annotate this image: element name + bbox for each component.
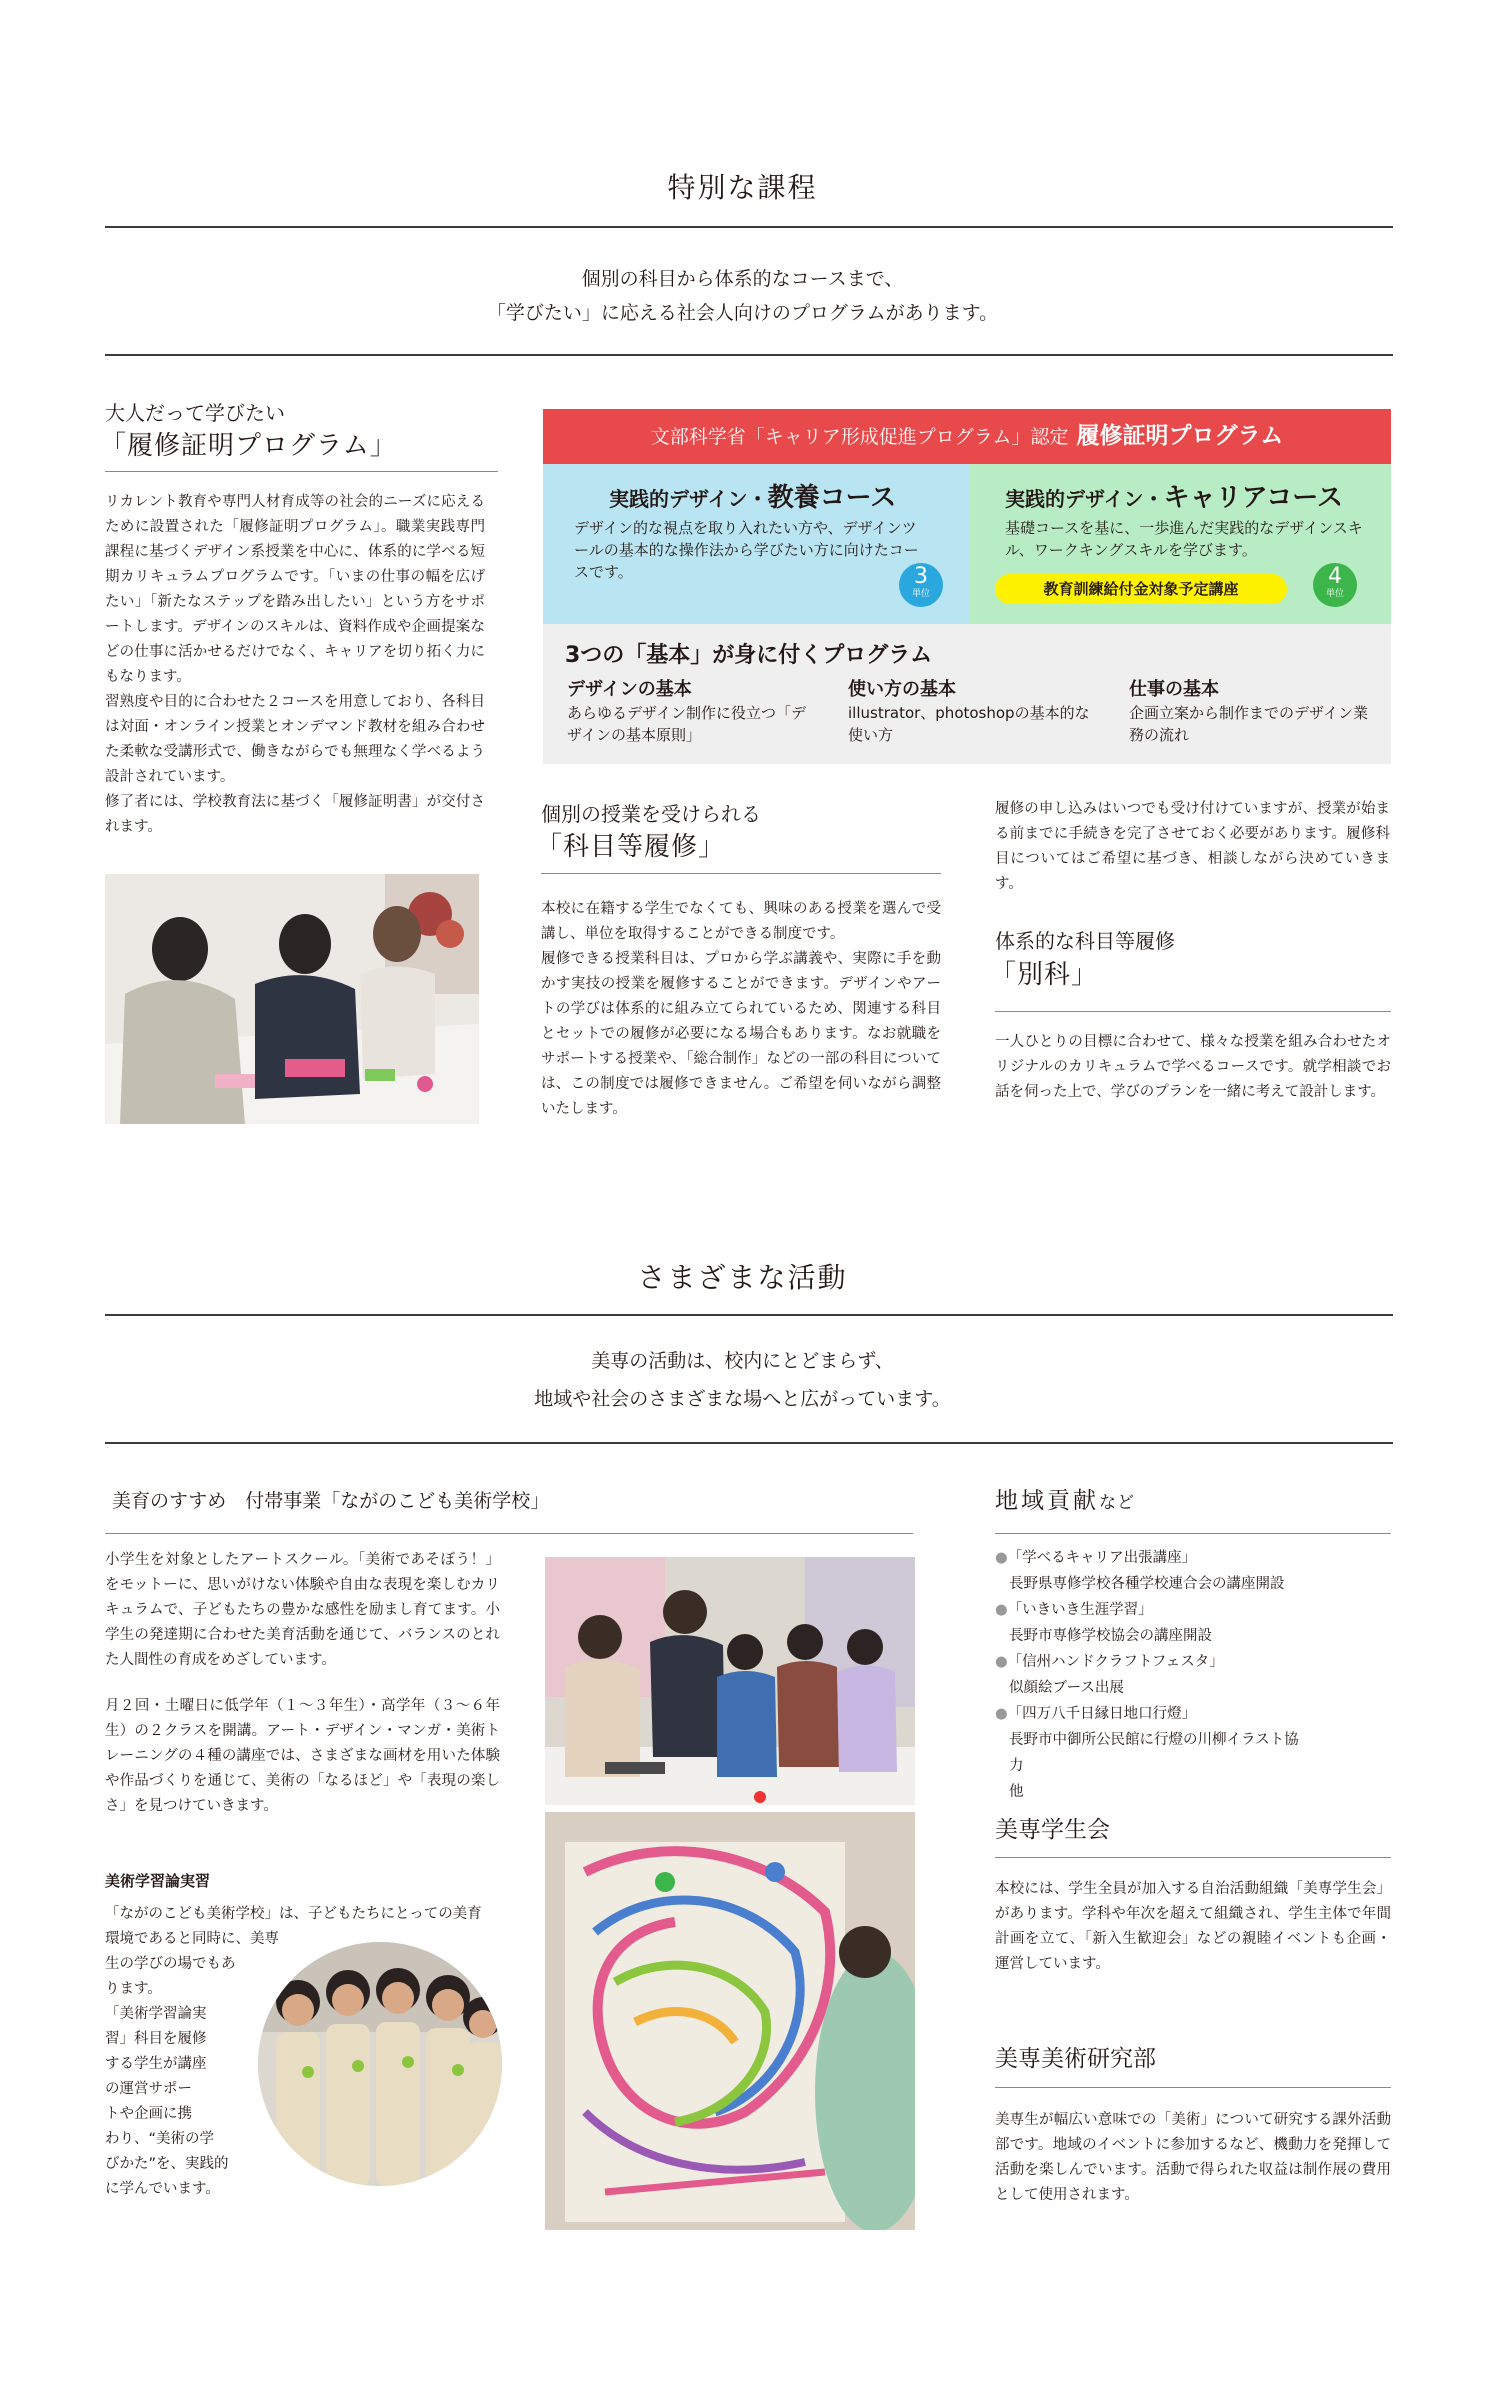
course-career-title	[1005, 477, 1343, 514]
practice-line: 生の学びの場でもあ	[105, 1956, 236, 1972]
course-kyoyo-desc: デザイン的な視点を取り入れたい方や、デザインツールの基本的な操作法から学びたい方に向けたコースです。	[574, 519, 919, 581]
unit-badge-career	[1313, 563, 1357, 607]
practice-line: ります。	[105, 1981, 162, 1997]
course-kyoyo-title	[609, 477, 896, 514]
kyufukin-badge: 教育訓練給付金対象予定講座	[995, 574, 1287, 604]
activities-lead-1: 美専の活動は、校内にとどまらず、	[591, 1350, 894, 1372]
cert-header-bold: 履修証明プログラム	[1076, 423, 1284, 449]
unit-count: 3	[914, 564, 928, 589]
chiiki-list	[995, 1545, 1391, 1805]
practice-line: トや企画に携	[105, 2106, 192, 2122]
cert-header-text: 文部科学省「キャリア形成促進プログラム」認定	[650, 426, 1069, 448]
kamoku-subtitle: 個別の授業を受けられる	[541, 802, 761, 826]
gakuseikai-title: 美専学生会	[995, 1817, 1110, 1843]
rireki-subtitle: 大人だって学びたい	[105, 401, 285, 425]
bekka-title: 「別科」	[990, 960, 1099, 990]
kodomo-body-2: 月２回・土曜日に低学年（１～３年生）・高学年（３～６年生）の２クラスを開講。アート・デザイン・マンガ・美術トレーニングの４種の講座では、さまざまな画材を用いた体験や作品づくりを通じて、美術の「なるほど」や「表現の楽しさ」を見つけていきます。	[105, 1698, 500, 1814]
basic-design-title: デザインの基本	[567, 679, 692, 700]
crayon-drawing-photo	[545, 1812, 915, 2230]
unit-label: 単位	[911, 589, 930, 599]
divider	[105, 354, 1393, 356]
divider	[105, 1533, 913, 1534]
item-other: 他	[1009, 1784, 1024, 1800]
practice-line: する学生が講座	[105, 2056, 207, 2072]
kenkyubu-body: 美専生が幅広い意味での「美術」について研究する課外活動部です。地域のイベントに参加するなど、機動力を発揮して活動を楽しんでいます。活動で得られた収益は制作展の費用として使用されます。	[995, 2112, 1391, 2203]
item-detail: 長野市専修学校協会の講座開設	[1009, 1628, 1212, 1644]
kodomo-body-1: 小学生を対象としたアートスクール。「美術であそぼう！」をモットーに、思いがけない体験や自由な表現を楽しむカリキュラムで、子どもたちの豊かな感性を励まし育てます。小学生の発達期に合わせた美育活動を通じて、バランスのとれた人間性の育成をめざしています。	[105, 1552, 500, 1668]
basic-usage-title: 使い方の基本	[848, 679, 956, 700]
item-detail: 長野市中御所公民館に行燈の川柳イラスト協力	[1009, 1732, 1299, 1774]
practice-line: の運営サポー	[105, 2081, 192, 2097]
kamoku-apply-note: 履修の申し込みはいつでも受け付けていますが、授業が始まる前までに手続きを完了させておく必要があります。履修科目についてはご希望に基づき、相談しながら決めていきます。	[995, 801, 1390, 892]
basic-work-title: 仕事の基本	[1129, 679, 1219, 700]
item-detail: 長野県専修学校各種学校連合会の講座開設	[1009, 1576, 1285, 1592]
basic-usage-desc: illustrator、photoshopの基本的な使い方	[848, 704, 1090, 744]
special-lead-1: 個別の科目から体系的なコースまで、	[581, 268, 904, 290]
basic-work-desc: 企画立案から制作までのデザイン業務の流れ	[1129, 704, 1368, 744]
students-circle-photo	[258, 1942, 502, 2186]
practice-line: 環境であると同時に、美専	[105, 1931, 279, 1947]
cert-header	[543, 409, 1391, 464]
divider	[541, 873, 941, 874]
divider	[995, 1857, 1391, 1858]
workshop-photo	[105, 874, 479, 1124]
item-detail: 似顔絵ブース出展	[1009, 1680, 1124, 1696]
gakuseikai-body: 本校には、学生全員が加入する自治活動組織「美専学生会」があります。学科や年次を超えて組織され、学生主体で年間計画を立て、「新入生歓迎会」などの親睦イベントも企画・運営しています。	[995, 1881, 1391, 1972]
item-name: 「学べるキャリア出張講座」	[1007, 1550, 1197, 1566]
course-career-desc: 基礎コースを基に、一歩進んだ実践的なデザインスキル、ワークキングスキルを学びます。	[1005, 519, 1363, 559]
list-item: ●「信州ハンドクラフトフェスタ」	[995, 1654, 1224, 1670]
divider	[995, 1533, 1391, 1534]
list-item: ●「いきいき生涯学習」	[995, 1602, 1153, 1618]
chiiki-title-suffix: など	[1099, 1493, 1135, 1513]
practice-line: わり、“美術の学	[105, 2131, 215, 2147]
divider	[105, 226, 1393, 228]
list-item: ●「四万八千日縁日地口行燈」	[995, 1706, 1197, 1722]
kodomo-title: 美育のすすめ 付帯事業「ながのこども美術学校」	[112, 1490, 550, 1512]
divider	[105, 471, 498, 472]
kenkyubu-title: 美専美術研究部	[995, 2046, 1156, 2072]
unit-count: 4	[1328, 564, 1342, 589]
divider	[995, 2087, 1391, 2088]
activities-title: さまざまな活動	[637, 1261, 848, 1294]
bekka-subtitle: 体系的な科目等履修	[995, 929, 1175, 953]
item-name: 「信州ハンドクラフトフェスタ」	[1007, 1654, 1224, 1670]
course-career-prefix: 実践的デザイン・	[1005, 487, 1164, 511]
divider	[995, 1011, 1391, 1012]
activities-lead-2: 地域や社会のさまざまな場へと広がっています。	[534, 1388, 951, 1410]
list-item: ●「学べるキャリア出張講座」	[995, 1550, 1197, 1566]
practice-line: に学んでいます。	[105, 2181, 220, 2197]
item-name: 「いきいき生涯学習」	[1007, 1602, 1153, 1618]
item-name: 「四万八千日縁日地口行燈」	[1007, 1706, 1197, 1722]
basic-design-desc: あらゆるデザイン制作に役立つ「デザインの基本原則」	[567, 704, 806, 744]
chiiki-title-text: 地域貢献	[995, 1488, 1099, 1514]
basics-title: 3つの「基本」が身に付くプログラム	[565, 643, 933, 668]
chiiki-title	[995, 1482, 1135, 1515]
course-kyoyo-prefix: 実践的デザイン・	[609, 487, 768, 511]
unit-badge-kyoyo	[899, 563, 943, 607]
course-kyoyo-name: 教養コース	[767, 483, 897, 513]
practice-line: 習」科目を履修	[105, 2031, 207, 2047]
divider	[105, 1314, 1393, 1316]
rireki-body: リカレント教育や専門人材育成等の社会的ニーズに応えるために設置された「履修証明プログラム」。職業実践専門課程に基づくデザイン系授業を中心に、体系的に学べる短期カリキュラムプログラムです。「いまの仕事の幅を広げたい」「新たなステップを踏み出したい」という方をサポートします。デザインのスキルは、資料作成や企画提案などの仕事に活かせるだけでなく、キャリアを切り拓く力にもなります。 習熟度や目的に合わせた２コースを用意しており、各科目は対面・オンライン授業とオンデマンド教材を組み合わせた柔軟な受講形式で、働きながらでも無理なく学べるよう設計されています。 修了者には、学校教育法に基づく「履修証明書」が交付されます。	[105, 494, 485, 835]
rireki-title: 「履修証明プログラム」	[100, 431, 397, 461]
practice-line: びかた”を、実践的	[105, 2156, 229, 2172]
kids-workshop-photo	[545, 1557, 915, 1805]
bekka-body: 一人ひとりの目標に合わせて、様々な授業を組み合わせたオリジナルのカリキュラムで学べるコースです。就学相談でお話を伺った上で、学びのプランを一緒に考えて設計します。	[995, 1034, 1391, 1100]
divider	[105, 1442, 1393, 1444]
unit-label: 単位	[1325, 589, 1344, 599]
practice-title: 美術学習論実習	[105, 1872, 211, 1890]
practice-line: 「ながのこども美術学校」は、子どもたちにとっての美育	[105, 1906, 482, 1922]
kamoku-body: 本校に在籍する学生でなくても、興味のある授業を選んで受講し、単位を取得することができる制度です。 履修できる授業科目は、プロから学ぶ講義や、実際に手を動かす実技の授業を履修することができます。デザインやアートの学びは体系的に組み立てられているため、関連する科目とセットでの履修が必要になる場合もあります。なお就職をサポートする授業や、「総合制作」などの一部の科目については、この制度では履修できません。ご希望を伺いながら調整いたします。	[541, 901, 941, 1117]
course-career-name: キャリアコース	[1163, 483, 1344, 513]
special-lead-2: 「学びたい」に応える社会人向けのプログラムがあります。	[486, 302, 999, 324]
practice-line: 「美術学習論実	[105, 2006, 207, 2022]
special-title: 特別な課程	[667, 171, 818, 204]
kamoku-title: 「科目等履修」	[536, 832, 726, 862]
